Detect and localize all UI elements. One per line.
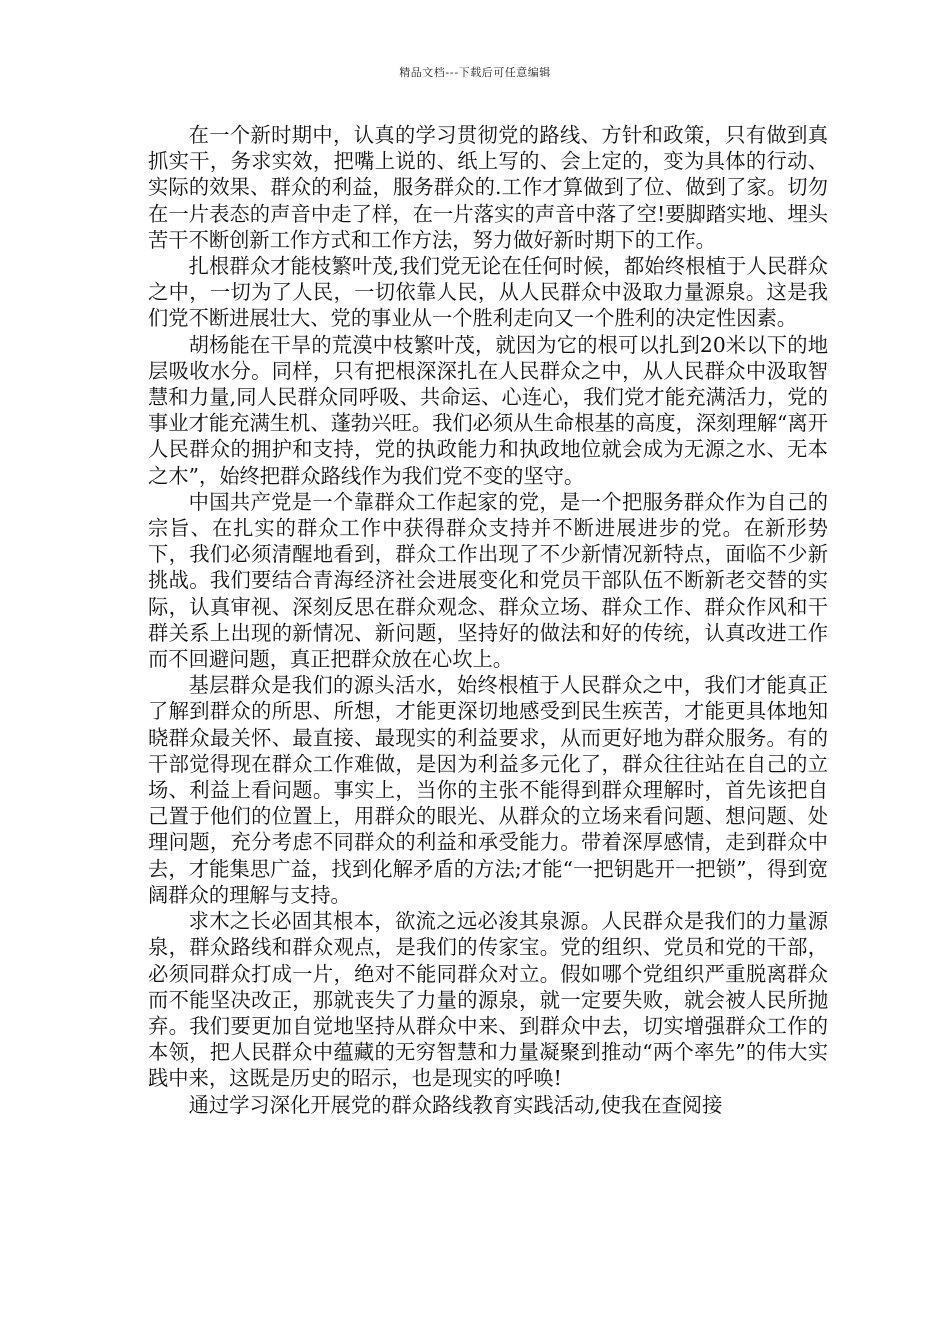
paragraph: 求木之长必固其根本，欲流之远必浚其泉源。人民群众是我们的力量源泉，群众路线和群众观点，是我们的传家宝。党的组织、党员和党的干部，必须同群众打成一片，绝对不能同群众对立。假如哪个党组织严重脱离群众而不能坚决改正，那就丧失了力量的源泉，就一定要失败，就会被人民所抛弃。我们要更加自觉地坚持从群众中来、到群众中去，切实增强群众工作的本领，把人民群众中蕴藏的无穷智慧和力量凝聚到推动“两个率先”的伟大实践中来，这既是历史的昭示，也是现实的呼唤! <box>148 909 828 1091</box>
paragraph: 在一个新时期中，认真的学习贯彻党的路线、方针和政策，只有做到真抓实干，务求实效，把嘴上说的、纸上写的、会上定的，变为具体的行动、实际的效果、群众的利益，服务群众的.工作才算做到了位、做到了家。切勿在一片表态的声音中走了样，在一片落实的声音中落了空!要脚踏实地、埋头苦干不断创新工作方式和工作方法，努力做好新时期下的工作。 <box>148 123 828 252</box>
paragraph: 基层群众是我们的源头活水，始终根植于人民群众之中，我们才能真正了解到群众的所思、所想，才能更深切地感受到民生疾苦，才能更具体地知晓群众最关怀、最直接、最现实的利益要求，从而更好地为群众服务。有的干部觉得现在群众工作难做，是因为利益多元化了，群众往往站在自己的立场、利益上看问题。事实上，当你的主张不能得到群众理解时，首先该把自己置于他们的位置上，用群众的眼光、从群众的立场来看问题、想问题、处理问题，充分考虑不同群众的利益和承受能力。带着深厚感情，走到群众中去，才能集思广益，找到化解矛盾的方法;才能“一把钥匙开一把锁”，得到宽阔群众的理解与支持。 <box>148 673 828 907</box>
paragraph: 胡杨能在干旱的荒漠中枝繁叶茂，就因为它的根可以扎到20米以下的地层吸收水分。同样，只有把根深深扎在人民群众之中，从人民群众中汲取智慧和力量,同人民群众同呼吸、共命运、心连心，我们党才能充满活力，党的事业才能充满生机、蓬勃兴旺。我们必须从生命根基的高度，深刻理解“离开人民群众的拥护和支持，党的执政能力和执政地位就会成为无源之水、无本之木”，始终把群众路线作为我们党不变的坚守。 <box>148 332 828 488</box>
paragraph: 扎根群众才能枝繁叶茂,我们党无论在任何时候，都始终根植于人民群众之中，一切为了人民，一切依靠人民，从人民群众中汲取力量源泉。这是我们党不断进展壮大、党的事业从一个胜利走向又一个胜利的决定性因素。 <box>148 254 828 331</box>
paragraph: 通过学习深化开展党的群众路线教育实践活动,使我在查阅接 <box>188 1092 723 1117</box>
page-header: 精品文档---下载后可任意编辑 <box>399 66 551 79</box>
paragraph: 中国共产党是一个靠群众工作起家的党，是一个把服务群众作为自己的宗旨、在扎实的群众工作中获得群众支持并不断进展进步的党。在新形势下，我们必须清醒地看到，群众工作出现了不少新情况新特点，面临不少新挑战。我们要结合青海经济社会进展变化和党员干部队伍不断新老交替的实际，认真审视、深刻反思在群众观念、群众立场、群众工作、群众作风和干群关系上出现的新情况、新问题，坚持好的做法和好的传统，认真改进工作而不回避问题，真正把群众放在心坎上。 <box>148 489 828 672</box>
document-body <box>148 122 828 1118</box>
